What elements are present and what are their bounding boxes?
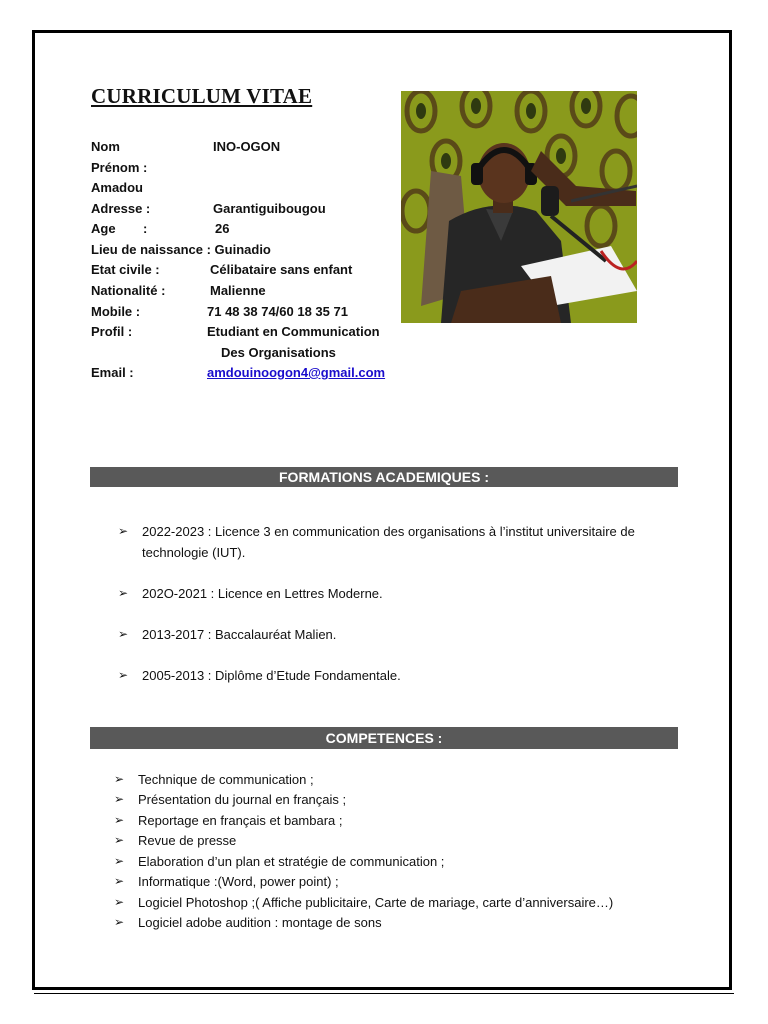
formation-item-1: 2022-2023 : Licence 3 en communication des organisations à l’institut universitaire de xyxy=(142,524,635,539)
mobile-label: Mobile : xyxy=(91,304,141,319)
nom-label: Nom xyxy=(91,139,120,154)
prenom-label: Prénom : xyxy=(91,160,148,175)
bullet-arrow-icon: ➢ xyxy=(114,833,125,847)
formation-item-4: 2005-2013 : Diplôme d’Etude Fondamentale. xyxy=(142,668,401,683)
cv-title: CURRICULUM VITAE xyxy=(91,84,313,108)
page-border-line xyxy=(34,993,734,994)
competence-item: Reportage en français et bambara ; xyxy=(138,813,343,828)
competence-item: Informatique :(Word, power point) ; xyxy=(138,874,339,889)
bullet-arrow-icon: ➢ xyxy=(114,874,125,888)
mobile-value: 71 48 38 74/60 18 35 71 xyxy=(207,304,348,319)
bullet-arrow-icon: ➢ xyxy=(118,524,129,538)
formation-item-1-cont: technologie (IUT). xyxy=(142,545,246,560)
bullet-arrow-icon: ➢ xyxy=(114,915,125,929)
etat-value: Célibataire sans enfant xyxy=(210,262,353,277)
competence-item: Revue de presse xyxy=(138,833,237,848)
adresse-value: Garantiguibougou xyxy=(213,201,326,216)
bullet-arrow-icon: ➢ xyxy=(114,854,125,868)
bullet-arrow-icon: ➢ xyxy=(114,772,125,786)
nom-value: INO-OGON xyxy=(213,139,281,154)
prenom-value: Amadou xyxy=(91,180,143,195)
age-value: 26 xyxy=(215,221,230,236)
formations-heading: FORMATIONS ACADEMIQUES : xyxy=(90,467,678,487)
email-link[interactable]: amdouinoogon4@gmail.com xyxy=(207,365,386,380)
bullet-arrow-icon: ➢ xyxy=(114,895,125,909)
bullet-arrow-icon: ➢ xyxy=(114,792,125,806)
competence-item: Elaboration d’un plan et stratégie de communication ; xyxy=(138,854,445,869)
etat-label: Etat civile : xyxy=(91,262,160,277)
bullet-arrow-icon: ➢ xyxy=(118,668,129,682)
lieu-naissance: Lieu de naissance : Guinadio xyxy=(91,242,271,257)
profil-value-2: Des Organisations xyxy=(221,345,336,360)
bullet-arrow-icon: ➢ xyxy=(118,586,129,600)
competence-item: Technique de communication ; xyxy=(138,772,314,787)
formation-item-2: 202O-2021 : Licence en Lettres Moderne. xyxy=(142,586,383,601)
age-separator: : xyxy=(143,221,148,236)
nationalite-label: Nationalité : xyxy=(91,283,166,298)
competence-item: Logiciel adobe audition : montage de sons xyxy=(138,915,382,930)
bullet-arrow-icon: ➢ xyxy=(114,813,125,827)
profil-label: Profil : xyxy=(91,324,133,339)
competences-heading: COMPETENCES : xyxy=(90,727,678,749)
nationalite-value: Malienne xyxy=(210,283,266,298)
formation-item-3: 2013-2017 : Baccalauréat Malien. xyxy=(142,627,337,642)
competence-item: Logiciel Photoshop ;( Affiche publicitaire, Carte de mariage, carte d’anniversaire…) xyxy=(138,895,614,910)
profile-photo-illustration xyxy=(401,91,637,323)
adresse-label: Adresse : xyxy=(91,201,151,216)
bullet-arrow-icon: ➢ xyxy=(118,627,129,641)
competence-item: Présentation du journal en français ; xyxy=(138,792,347,807)
email-label: Email : xyxy=(91,365,134,380)
profile-photo xyxy=(401,91,637,323)
age-label: Age xyxy=(91,221,116,236)
profil-value-1: Etudiant en Communication xyxy=(207,324,380,339)
